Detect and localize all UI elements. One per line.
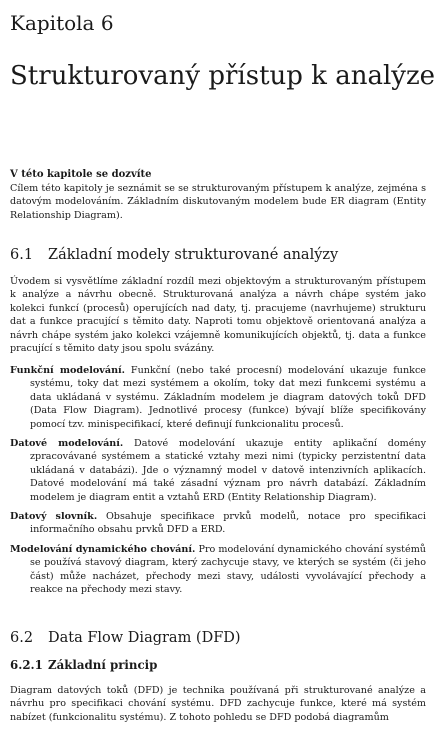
chapter-title <box>10 59 435 93</box>
definition-term: Funkční modelování. <box>10 365 126 376</box>
subsection-paragraph: Diagram datových toků (DFD) je technika používaná při strukturované analýze a návrhu pro specifikaci chování systému. DFD zachycuje funkce, které má systém nabízet (funkcionalitu systému). Z tohoto pohledu se DFD podobá diagramům <box>10 685 426 723</box>
definition-text: Pro modelování dynamického chování systémů se používá stavový diagram, který zachycuje stavy, ve kterých se systém (či jeho část) může nacházet, přechody mezi stavy, události vyvolávající přechody a reakce na přechody mezi stavy. <box>30 543 426 596</box>
definition-list <box>10 364 426 603</box>
definition-item <box>10 543 426 597</box>
definition-term: Modelování dynamického chování. <box>10 543 196 555</box>
definition-text: Funkční (nebo také procesní) modelování ukazuje funkce systému, toky dat mezi systémem a okolím, toky dat mezi funkcemi systému a data ukládaná v systému. Základním modelem je diagram datových toků DFD (Data Flow Diagram). Jednotlivé procesy (funkce) bývají blíže specifikovány pomocí tzv. minispecifikací, které definují funkcionalitu procesů. <box>30 365 426 430</box>
definition-text: Obsahuje specifikace prvků modelů, notace pro specifikaci informačního obsahu prvků DFD a ERD. <box>30 511 426 536</box>
subsection-heading-6-2-1 <box>10 658 157 673</box>
chapter-title-text: Strukturovaný přístup k analýze <box>10 61 436 91</box>
chapter-label: Kapitola 6 <box>10 11 114 35</box>
subsection-number: 6.2.1 <box>10 658 43 672</box>
section-number: 6.1 <box>10 247 34 263</box>
subsection-title: Základní princip <box>48 658 158 672</box>
definition-item <box>10 364 426 431</box>
definition-term: Datové modelování. <box>10 438 124 450</box>
definition-term: Datový slovník. <box>10 511 98 523</box>
definition-item <box>10 510 426 537</box>
section-heading-6-2 <box>10 629 241 647</box>
abstract-text: Cílem této kapitoly je seznámit se se strukturovaným přístupem k analýze, zejména s datovým modelováním. Základním diskutovaným modelem bude ER diagram (Entity Relationship Diagram). <box>10 183 426 221</box>
section-intro-paragraph: Úvodem si vysvětlíme základní rozdíl mezi objektovým a strukturovaným přístupem k analýze a návrhu obecně. Strukturovaná analýza a návrh chápe systém jako kolekci funkcí (procesů) operujících nad daty, tj. pracujeme (navrhujeme) strukturu dat a funkce pracující s těmito daty. Naproti tomu objektově orientovaná analýza a návrh chápe systém jako kolekci vzájemně komunikujících objektů, tj. data a funkce pracující s těmito daty jsou spolu svázány. <box>10 276 426 355</box>
chapter-abstract <box>10 169 426 222</box>
section-number: 6.2 <box>10 630 34 646</box>
definition-item <box>10 437 426 504</box>
abstract-heading: V této kapitole se dozvíte <box>10 169 152 180</box>
section-title: Základní modely strukturované analýzy <box>48 247 339 263</box>
section-heading-6-1 <box>10 246 338 264</box>
definition-text: Datové modelování ukazuje entity aplikační domény zpracovávané systémem a statické vztahy mezi nimi (typicky perzistentní data ukládaná v databázi). Jde o významný model v datově intenzivních aplikacích. Datové modelování má také zásadní význam pro návrh databází. Základním modelem je diagram entit a vztahů ERD (Entity Relationship Diagram). <box>30 438 426 503</box>
section-title: Data Flow Diagram (DFD) <box>48 630 241 646</box>
